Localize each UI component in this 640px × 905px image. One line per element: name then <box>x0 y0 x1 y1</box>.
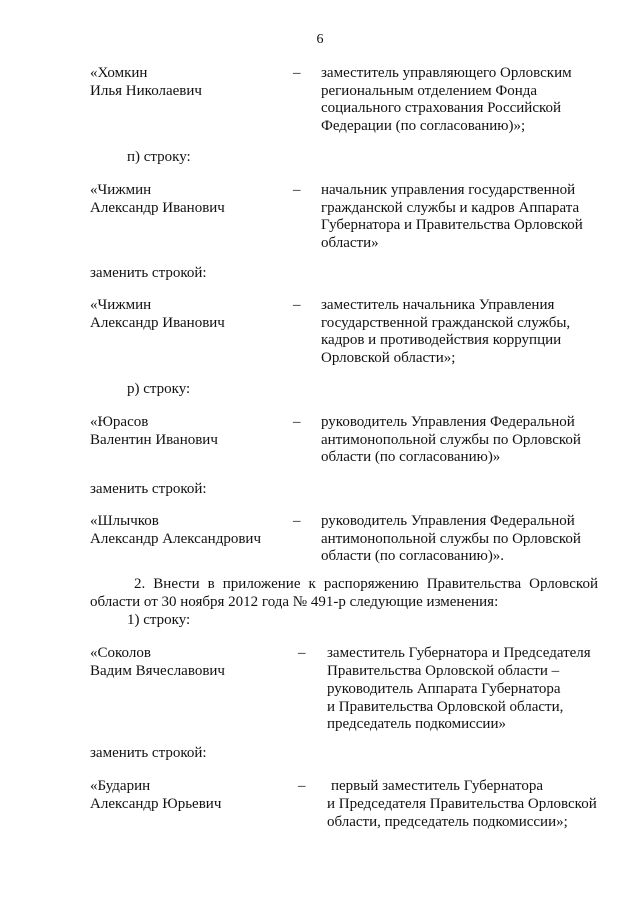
entry-dash: – <box>298 645 306 661</box>
entry-given-names: Вадим Вячеславович <box>90 663 225 679</box>
entry-surname: «Шлычков <box>90 513 159 529</box>
entry-description-line: области, председатель подкомиссии»; <box>327 814 568 830</box>
entry-given-names: Александр Юрьевич <box>90 796 222 812</box>
entry-description-line: и Председателя Правительства Орловской <box>327 796 597 812</box>
paragraph-2 <box>90 576 598 611</box>
entry-dash: – <box>293 513 301 529</box>
entry-surname: «Хомкин <box>90 65 148 81</box>
replace-label: заменить строкой: <box>90 265 207 281</box>
entry-description-line: антимонопольной службы по Орловской <box>321 432 581 448</box>
entry-description-line: первый заместитель Губернатора <box>331 778 544 794</box>
entry-description-line: Орловской области»; <box>321 350 456 366</box>
entry-dash: – <box>293 297 301 313</box>
entry-description-line: региональным отделением Фонда <box>321 83 538 99</box>
entry-dash: – <box>293 65 301 81</box>
entry-description-line: руководитель Аппарата Губернатора <box>327 681 561 697</box>
entry-description-line: области (по согласованию)». <box>321 548 505 564</box>
entry-given-names: Валентин Иванович <box>90 432 218 448</box>
paragraph-2-line: 2. Внести в приложение к распоряжению Правительства Орловской <box>134 576 598 592</box>
entry-given-names: Александр Александрович <box>90 531 261 547</box>
entry-given-names: Александр Иванович <box>90 315 225 331</box>
paragraph-2-line: области от 30 ноября 2012 года № 491-р следующие изменения: <box>90 593 499 610</box>
entry-description-line: председатель подкомиссии» <box>327 716 506 732</box>
entry-description-line: заместитель начальника Управления <box>321 297 555 313</box>
entry-description-line: гражданской службы и кадров Аппарата <box>321 200 580 216</box>
entry-description-line: Федерации (по согласованию)»; <box>321 118 526 134</box>
entry-description-line: Правительства Орловской области – <box>327 663 560 679</box>
entry-description-line: антимонопольной службы по Орловской <box>321 531 581 547</box>
entry-description-line: начальник управления государственной <box>321 182 576 198</box>
replace-label: заменить строкой: <box>90 481 207 497</box>
entry-description-line: и Правительства Орловской области, <box>327 699 564 715</box>
entry-surname: «Чижмин <box>90 297 152 313</box>
clause-p-label: п) строку: <box>127 149 191 165</box>
entry-description-line: заместитель Губернатора и Председателя <box>327 645 591 661</box>
entry-given-names: Александр Иванович <box>90 200 225 216</box>
entry-description-line: руководитель Управления Федеральной <box>321 414 575 430</box>
entry-dash: – <box>298 778 306 794</box>
entry-surname: «Бударин <box>90 778 151 794</box>
page-number: 6 <box>316 32 324 47</box>
entry-dash: – <box>293 414 301 430</box>
entry-dash: – <box>293 182 301 198</box>
entry-given-names: Илья Николаевич <box>90 83 202 99</box>
clause-r-label: р) строку: <box>127 381 191 397</box>
entry-description-line: руководитель Управления Федеральной <box>321 513 575 529</box>
entry-description-line: области (по согласованию)» <box>321 449 501 465</box>
entry-description-line: Губернатора и Правительства Орловской <box>321 217 583 233</box>
item-1-label: 1) строку: <box>127 612 191 628</box>
entry-description-line: заместитель управляющего Орловским <box>321 65 572 81</box>
entry-description-line: государственной гражданской службы, <box>321 315 571 331</box>
replace-label: заменить строкой: <box>90 745 207 761</box>
entry-description-line: кадров и противодействия коррупции <box>321 332 562 348</box>
entry-surname: «Чижмин <box>90 182 152 198</box>
entry-surname: «Соколов <box>90 645 151 661</box>
entry-description-line: области» <box>321 235 379 251</box>
entry-description-line: социального страхования Российской <box>321 100 562 116</box>
entry-surname: «Юрасов <box>90 414 149 430</box>
